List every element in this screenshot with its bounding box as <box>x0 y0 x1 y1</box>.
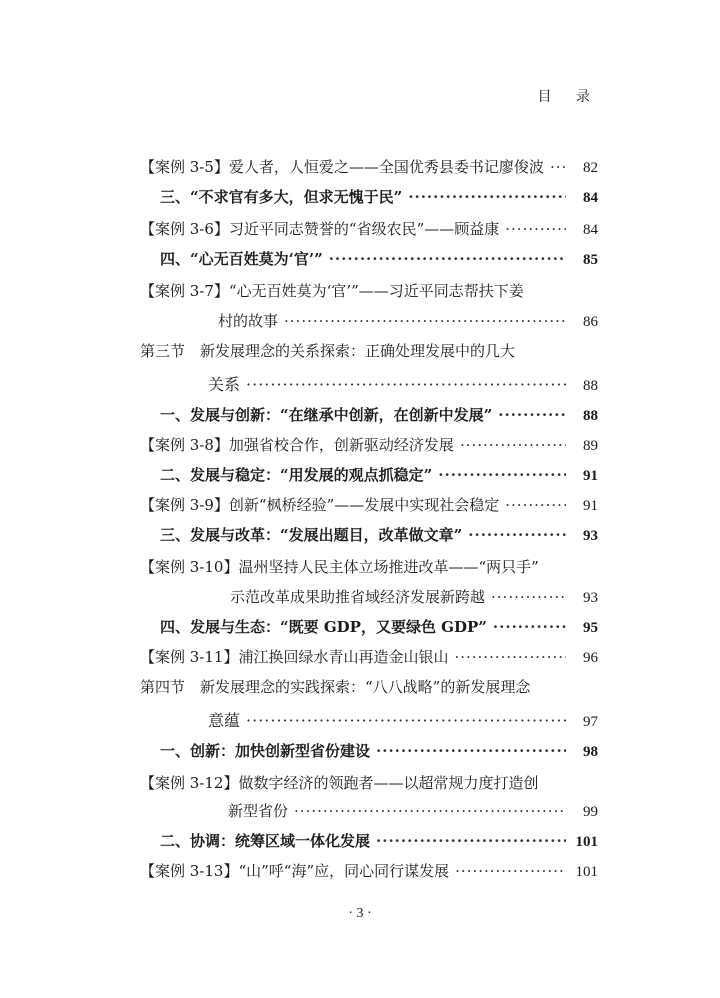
toc-entry-label: 四、发展与生态：“既要 GDP，又要绿色 GDP” <box>160 618 487 636</box>
toc-entry[interactable] <box>160 524 598 545</box>
toc-page-number: 101 <box>575 834 598 850</box>
toc-entry-label: 意蕴 <box>208 711 241 730</box>
toc-page-number: 86 <box>583 314 598 330</box>
toc-entry-label: 二、发展与稳定：“用发展的观点抓稳定” <box>160 466 433 484</box>
toc-entry-label: 【案例 3-6】习近平同志赞誉的“省级农民”——顾益康 <box>140 220 500 238</box>
toc-entry[interactable] <box>228 800 598 821</box>
toc-entry-label: 三、发展与改革：“发展出题目，改革做文章” <box>160 526 463 544</box>
toc-entry-label: 新型省份 <box>228 802 289 820</box>
leader-dots <box>294 802 566 820</box>
leader-dots <box>246 711 566 730</box>
toc-page-number: 88 <box>583 378 598 394</box>
toc-entry-label: 【案例 3-8】加强省校合作，创新驱动经济发展 <box>140 436 454 454</box>
toc-page-number: 88 <box>583 408 598 424</box>
toc-page-number: 93 <box>583 528 598 544</box>
toc-entry[interactable] <box>218 310 598 331</box>
toc-entry[interactable] <box>160 404 598 425</box>
toc-entry[interactable] <box>160 464 598 485</box>
toc-entry-label: 一、创新：加快创新型省份建设 <box>160 742 371 760</box>
toc-page-number: 99 <box>583 804 598 820</box>
page-number-footer: · 3 · <box>348 906 372 921</box>
toc-entry[interactable] <box>230 586 598 607</box>
leader-dots <box>284 312 566 330</box>
leader-dots <box>454 648 566 666</box>
section-heading-label: 第三节 新发展理念的关系探索：正确处理发展中的几大 <box>140 342 516 360</box>
toc-page-number: 101 <box>575 864 598 880</box>
toc-page-number: 84 <box>583 222 598 238</box>
toc-entry-label: 一、发展与创新：“在继承中创新，在创新中发展” <box>160 406 493 424</box>
toc-entry[interactable] <box>208 708 598 731</box>
toc-page-number: 97 <box>583 714 598 730</box>
section-heading[interactable] <box>140 676 530 697</box>
toc-entry-label: 【案例 3-10】温州坚持人民主体立场推进改革——“两只手” <box>140 558 539 576</box>
toc-page-number: 85 <box>583 252 598 268</box>
toc-entry-label: 四、“心无百姓莫为‘官’” <box>160 250 323 268</box>
toc-entry[interactable] <box>140 494 598 515</box>
toc-entry-line[interactable] <box>140 556 539 577</box>
toc-page-number: 84 <box>583 190 598 206</box>
toc-entry[interactable] <box>140 860 598 881</box>
toc-entry[interactable] <box>160 248 598 269</box>
toc-entry[interactable] <box>208 372 598 395</box>
toc-entry-label: 【案例 3-13】“山”呼“海”应，同心同行谋发展 <box>140 862 450 880</box>
leader-dots <box>329 250 566 268</box>
leader-dots <box>493 618 566 636</box>
leader-dots <box>376 832 566 850</box>
toc-entry-line[interactable] <box>140 772 538 793</box>
toc-entry-label: 【案例 3-7】“心无百姓莫为‘官’”——习近平同志帮扶下姜 <box>140 282 524 300</box>
toc-entry-label: 【案例 3-5】爱人者，人恒爱之——全国优秀县委书记廖俊波 <box>140 158 544 176</box>
toc-page-number: 96 <box>583 650 598 666</box>
leader-dots <box>408 188 566 206</box>
toc-entry[interactable] <box>160 616 598 637</box>
section-heading-label: 第四节 新发展理念的实践探索：“八八战略”的新发展理念 <box>140 678 531 696</box>
toc-entry-label: 村的故事 <box>218 312 279 330</box>
toc-entry[interactable] <box>140 156 598 177</box>
toc-entry[interactable] <box>160 830 598 851</box>
toc-entry-label: 【案例 3-12】做数字经济的领跑者——以超常规力度打造创 <box>140 774 539 792</box>
toc-entry-line[interactable] <box>140 280 524 301</box>
toc-page-number: 95 <box>583 620 598 636</box>
leader-dots <box>468 526 566 544</box>
toc-entry[interactable] <box>140 434 598 455</box>
toc-entry-label: 三、“不求官有多大，但求无愧于民” <box>160 188 403 206</box>
toc-entry-label: 示范改革成果助推省域经济发展新跨越 <box>230 588 486 606</box>
toc-entry[interactable] <box>160 740 598 761</box>
header-title: 目 录 <box>537 89 600 105</box>
toc-entry-label: 【案例 3-11】浦江换回绿水青山再造金山银山 <box>140 648 449 666</box>
leader-dots <box>376 742 566 760</box>
leader-dots <box>455 862 566 880</box>
leader-dots <box>460 436 566 454</box>
leader-dots <box>550 158 566 176</box>
toc-page-number: 98 <box>583 744 598 760</box>
toc-page-number: 91 <box>583 468 598 484</box>
toc-entry-label: 【案例 3-9】创新“枫桥经验”——发展中实现社会稳定 <box>140 496 500 514</box>
leader-dots <box>246 375 566 394</box>
section-heading[interactable] <box>140 340 515 361</box>
toc-page-number: 89 <box>583 438 598 454</box>
toc-page-number: 91 <box>583 498 598 514</box>
toc-entry[interactable] <box>140 218 598 239</box>
toc-page-number: 93 <box>583 590 598 606</box>
leader-dots <box>505 496 566 514</box>
toc-entry-label: 二、协调：统筹区域一体化发展 <box>160 832 371 850</box>
toc-page-number: 82 <box>583 160 598 176</box>
leader-dots <box>505 220 566 238</box>
toc-entry[interactable] <box>160 186 598 207</box>
leader-dots <box>491 588 566 606</box>
leader-dots <box>438 466 566 484</box>
toc-entry[interactable] <box>140 646 598 667</box>
toc-entry-label: 关系 <box>208 375 241 394</box>
leader-dots <box>498 406 566 424</box>
